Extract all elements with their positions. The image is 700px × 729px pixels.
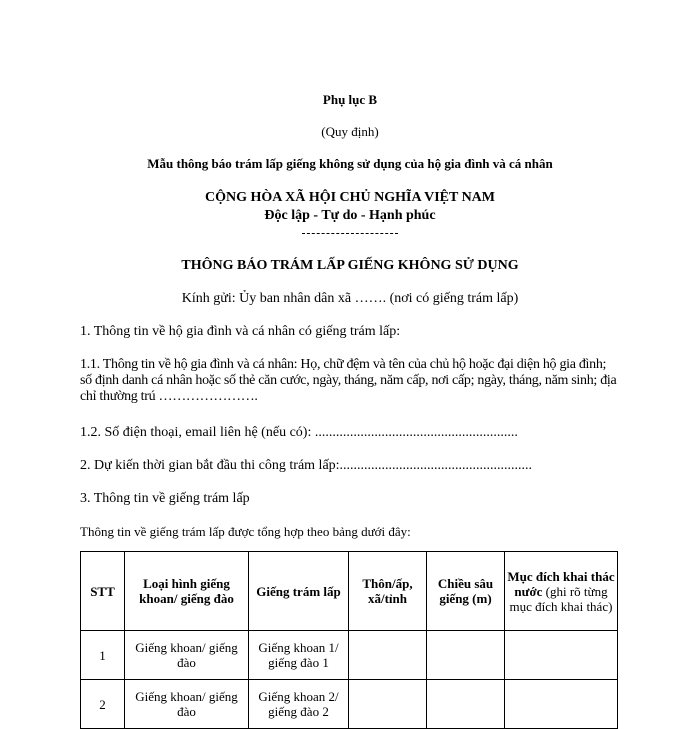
section-3-heading: 3. Thông tin về giếng trám lấp <box>80 491 250 506</box>
header-stt: STT <box>81 552 125 631</box>
cell-stt: 2 <box>81 680 125 729</box>
header-well: Giếng trám lấp <box>249 552 349 631</box>
cell-well: Giếng khoan 1/ giếng đào 1 <box>249 631 349 680</box>
cell-depth <box>427 680 505 729</box>
cell-well-type: Giếng khoan/ giếng đào <box>125 680 249 729</box>
appendix-title: Phụ lục B <box>322 92 378 107</box>
recipient-line: Kính gửi: Ủy ban nhân dân xã ……. (nơi có giếng trám lấp) <box>181 291 519 306</box>
notice-title: THÔNG BÁO TRÁM LẤP GIẾNG KHÔNG SỬ DỤNG <box>181 258 519 273</box>
table-row <box>81 631 618 680</box>
section-1-2-text: 1.2. Số điện thoại, email liên hệ (nếu có): .......................................................... <box>80 425 518 440</box>
well-table <box>80 551 618 729</box>
header-purpose-note: (ghi rõ từng mục đích khai thác) <box>509 583 613 614</box>
cell-location <box>349 680 427 729</box>
header-purpose-label: Mục đích khai thác nước <box>507 568 615 599</box>
cell-stt: 1 <box>81 631 125 680</box>
motto-underline <box>302 233 398 234</box>
section-1-heading: 1. Thông tin về hộ gia đình và cá nhân có giếng trám lấp: <box>80 324 401 339</box>
cell-purpose <box>505 631 618 680</box>
cell-depth <box>427 631 505 680</box>
national-motto: Độc lập - Tự do - Hạnh phúc <box>264 208 436 223</box>
header-purpose <box>505 552 618 631</box>
header-location: Thôn/ấp, xã/tỉnh <box>349 552 427 631</box>
cell-location <box>349 631 427 680</box>
section-2-text: 2. Dự kiến thời gian bắt đầu thi công trám lấp:....................................................... <box>80 458 533 473</box>
table-intro: Thông tin về giếng trám lấp được tổng hợp theo bảng dưới đây: <box>80 524 411 539</box>
header-depth: Chiều sâu giếng (m) <box>427 552 505 631</box>
header-well-type: Loại hình giếng khoan/ giếng đào <box>125 552 249 631</box>
appendix-note: (Quy định) <box>321 124 379 139</box>
cell-purpose <box>505 680 618 729</box>
section-1-1-text: 1.1. Thông tin về hộ gia đình và cá nhân: Họ, chữ đệm và tên của chủ hộ hoặc đại diện hộ gia đình; số định danh cá nhân hoặc số thẻ căn cước, ngày, tháng, năm cấp, nơi cấp; ngày, tháng, năm sinh; địa chỉ thường trú …………………. <box>80 357 617 404</box>
table-header-row <box>81 552 618 631</box>
national-title: CỘNG HÒA XÃ HỘI CHỦ NGHĨA VIỆT NAM <box>204 190 495 205</box>
table-row <box>81 680 618 729</box>
form-title: Mẫu thông báo trám lấp giếng không sử dụng của hộ gia đình và cá nhân <box>147 156 553 171</box>
cell-well-type: Giếng khoan/ giếng đào <box>125 631 249 680</box>
cell-well: Giếng khoan 2/ giếng đào 2 <box>249 680 349 729</box>
